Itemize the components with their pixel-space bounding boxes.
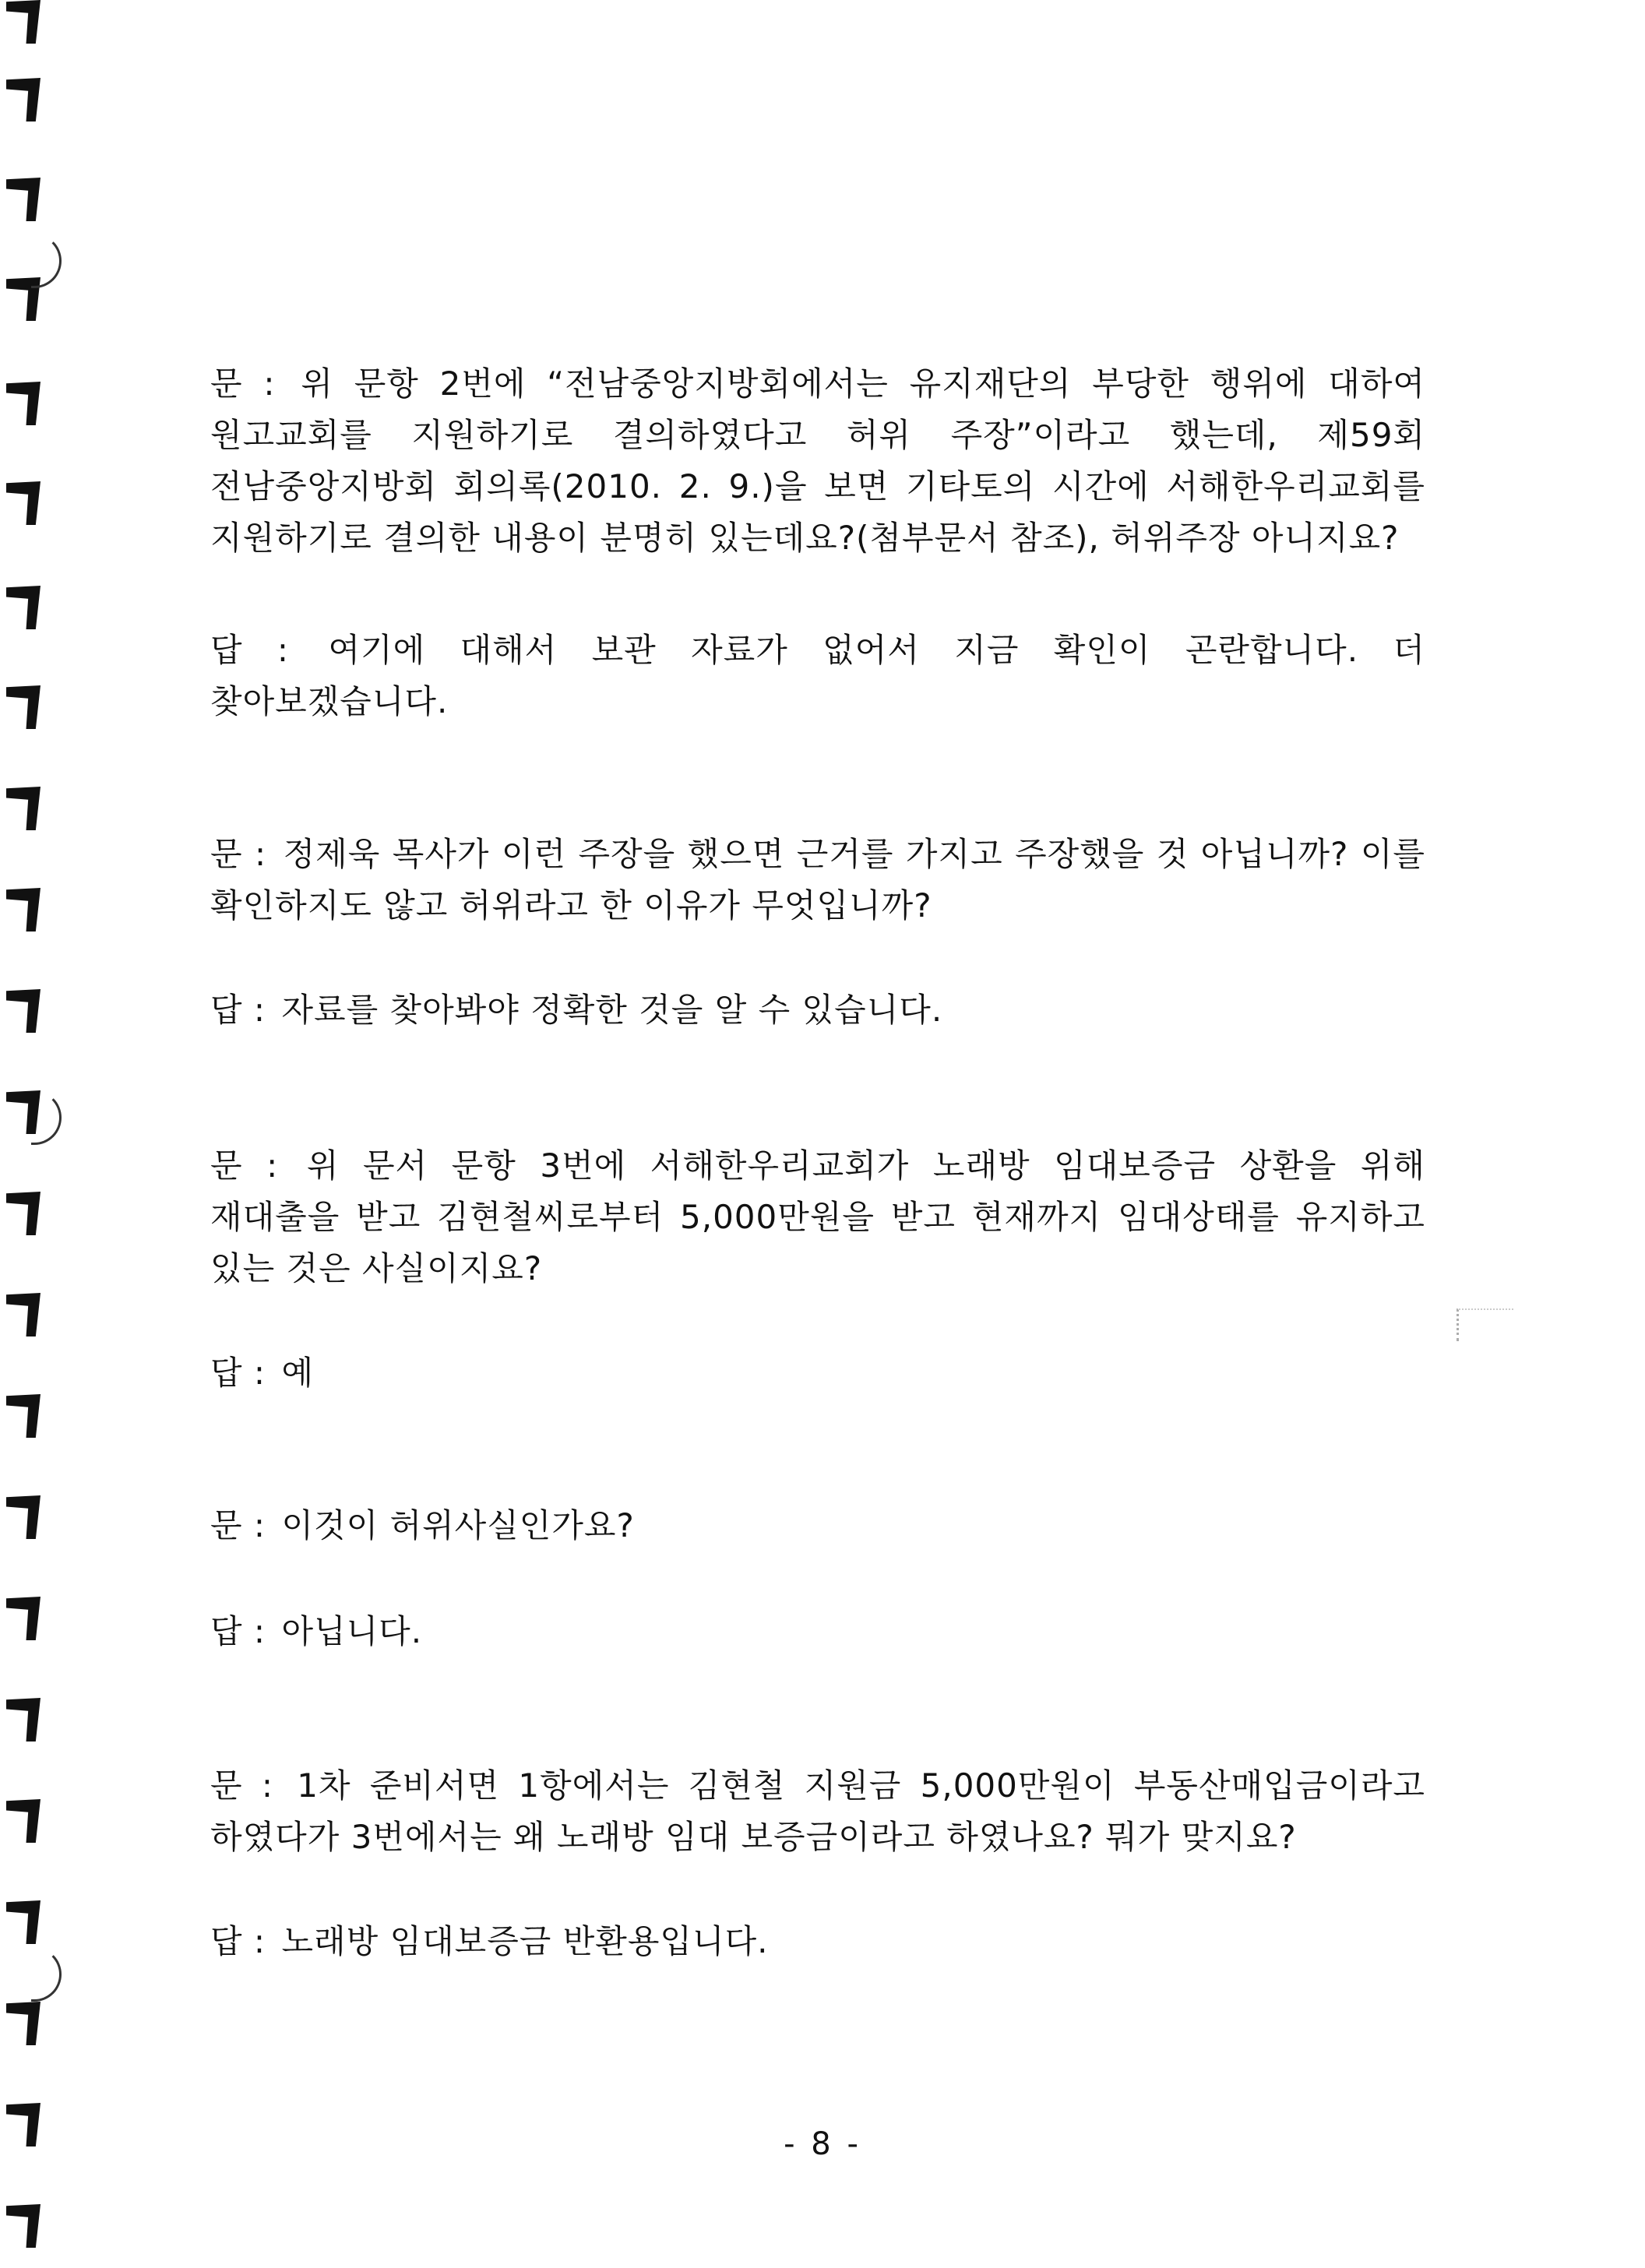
question-label: 문 : <box>210 1506 277 1544</box>
scan-speck <box>1457 1308 1513 1341</box>
binding-hole <box>6 1799 41 1843</box>
binding-hole <box>6 0 41 44</box>
binding-hole <box>6 685 41 729</box>
question-block <box>210 1500 1425 1551</box>
question-block <box>210 829 1425 932</box>
answer-block <box>210 1916 1425 1967</box>
answer-label: 답 : <box>210 991 277 1029</box>
binding-hole <box>6 586 41 629</box>
question-text: 이것이 허위사실인가요? <box>281 1506 635 1544</box>
question-block <box>210 358 1425 564</box>
binding-hole <box>6 989 41 1033</box>
answer-label: 답 : <box>210 1354 277 1392</box>
binding-curl <box>31 234 62 288</box>
binding-hole <box>6 178 41 221</box>
question-label: 문 : <box>210 835 279 873</box>
binding-hole <box>6 481 41 525</box>
binding-hole <box>6 787 41 830</box>
question-block <box>210 1760 1425 1863</box>
question-label: 문 : <box>210 1766 293 1805</box>
binding-hole <box>6 2002 41 2045</box>
binding-hole <box>6 1495 41 1539</box>
binding-hole <box>6 1597 41 1640</box>
binding-hole <box>6 1293 41 1336</box>
question-label: 문 : <box>210 364 297 403</box>
answer-text: 여기에 대해서 보관 자료가 없어서 지금 확인이 곤란합니다. 더 찾아보겠습니다. <box>210 631 1425 720</box>
document-body <box>210 358 1425 1967</box>
answer-label: 답 : <box>210 631 324 669</box>
binding-hole <box>6 1192 41 1235</box>
binding-curl <box>31 1090 62 1145</box>
binding-hole <box>6 1394 41 1438</box>
question-text: 정제욱 목사가 이런 주장을 했으면 근거를 가지고 주장했을 것 아닙니까? 이를 확인하지도 않고 허위라고 한 이유가 무엇입니까? <box>210 835 1425 924</box>
answer-text: 아닙니다. <box>281 1612 423 1650</box>
binding-hole <box>6 1698 41 1742</box>
question-label: 문 : <box>210 1146 302 1185</box>
question-block <box>210 1140 1425 1294</box>
binding-curl <box>31 1947 62 2002</box>
answer-label: 답 : <box>210 1612 277 1650</box>
spiral-binding <box>0 0 70 2268</box>
answer-text: 노래방 임대보증금 반환용입니다. <box>281 1922 769 1960</box>
binding-hole <box>6 78 41 122</box>
answer-block <box>210 1606 1425 1657</box>
answer-text: 자료를 찾아봐야 정확한 것을 알 수 있습니다. <box>281 991 943 1029</box>
binding-hole <box>6 2204 41 2248</box>
answer-block <box>210 984 1425 1036</box>
question-text: 위 문항 2번에 “전남중앙지방회에서는 유지재단의 부당한 행위에 대하여 원고교회를 지원하기로 결의하였다고 허위 주장”이라고 했는데, 제59회 전남중앙지방회 회의록(2010. 2. 9.)을 보면 기타토의 시간에 서해한우리교회를 지원하기로 결의한 내용이 분명히 있는데요?(첨부문서 참조), 허위주장 아니지요? <box>210 364 1425 557</box>
binding-hole <box>6 1900 41 1944</box>
answer-block <box>210 625 1425 727</box>
binding-hole <box>6 382 41 425</box>
answer-block <box>210 1347 1425 1399</box>
binding-hole <box>6 888 41 932</box>
question-text: 위 문서 문항 3번에 서해한우리교회가 노래방 임대보증금 상환을 위해 재대출을 받고 김현철씨로부터 5,000만원을 받고 현재까지 임대상태를 유지하고 있는 것은 사실이지요? <box>210 1146 1425 1287</box>
page-number: - 8 - <box>784 2126 861 2162</box>
question-text: 1차 준비서면 1항에서는 김현철 지원금 5,000만원이 부동산매입금이라고 하였다가 3번에서는 왜 노래방 임대 보증금이라고 하였나요? 뭐가 맞지요? <box>210 1766 1425 1856</box>
answer-label: 답 : <box>210 1922 277 1960</box>
answer-text: 예 <box>281 1354 315 1392</box>
